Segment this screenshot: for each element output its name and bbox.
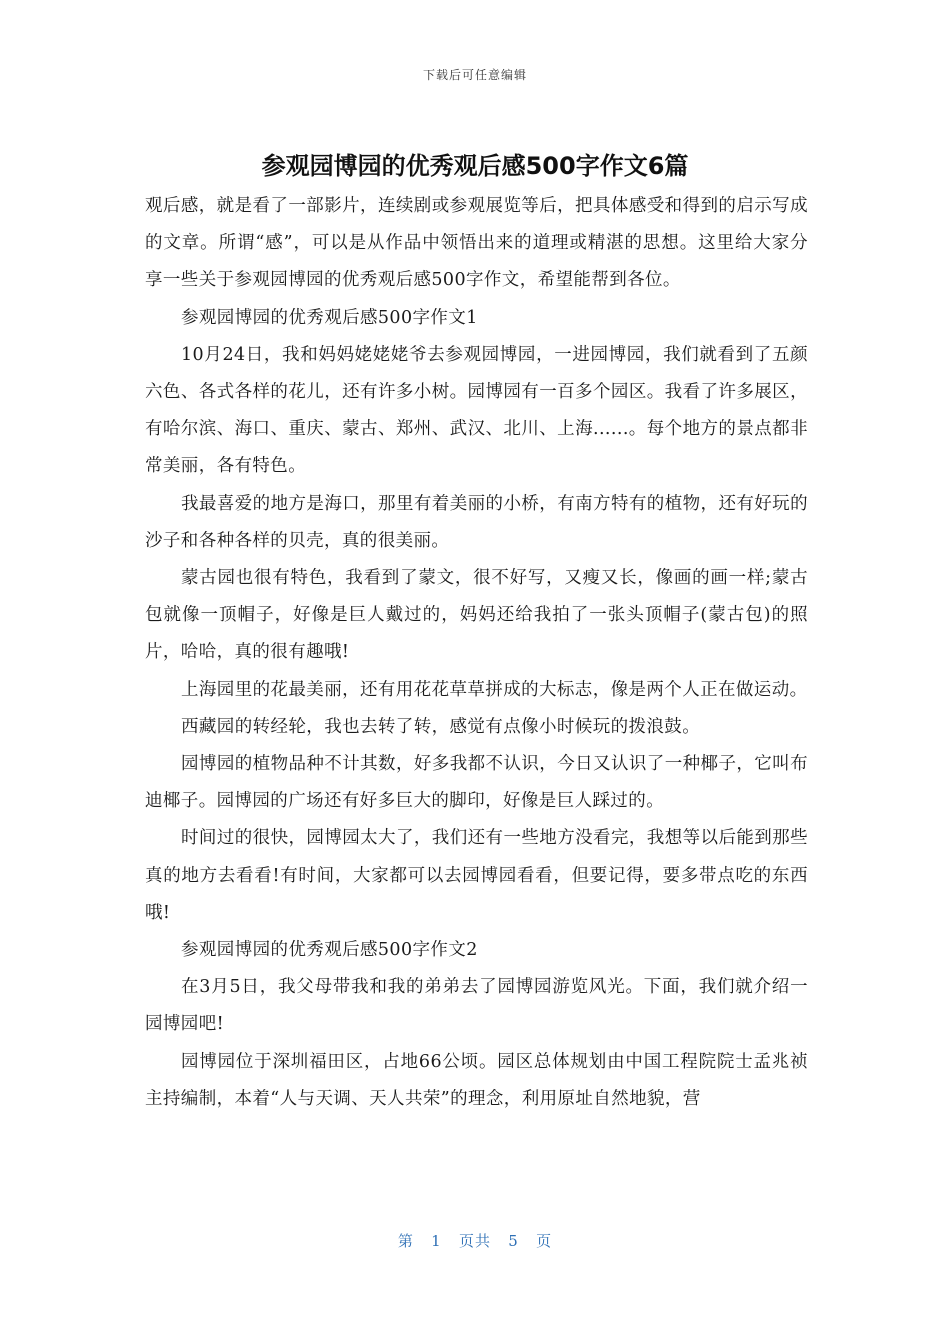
paragraph: 时间过的很快，园博园太大了，我们还有一些地方没看完，我想等以后能到那些真的地方去看看!有时间，大家都可以去园博园看看，但要记得，要多带点吃的东西哦! xyxy=(145,828,808,923)
paragraph: 我最喜爱的地方是海口，那里有着美丽的小桥，有南方特有的植物，还有好玩的沙子和各种各样的贝壳，真的很美丽。 xyxy=(145,493,808,551)
document-title: 参观园博园的优秀观后感500字作文6篇 xyxy=(261,152,689,180)
section-heading-2: 参观园博园的优秀观后感500字作文2 xyxy=(181,940,478,961)
paragraph: 蒙古园也很有特色，我看到了蒙文，很不好写，又瘦又长，像画的画一样;蒙古包就像一顶帽子，好像是巨人戴过的，妈妈还给我拍了一张头顶帽子(蒙古包)的照片，哈哈，真的很有趣哦! xyxy=(145,568,808,663)
section-heading-1: 参观园博园的优秀观后感500字作文1 xyxy=(181,307,478,328)
document-body xyxy=(145,188,808,1118)
paragraph: 西藏园的转经轮，我也去转了转，感觉有点像小时候玩的拨浪鼓。 xyxy=(181,716,701,737)
paragraph: 园博园的植物品种不计其数，好多我都不认识，今日又认识了一种椰子，它叫布迪椰子。园博园的广场还有好多巨大的脚印，好像是巨人踩过的。 xyxy=(145,754,808,812)
paragraph: 在3月5日，我父母带我和我的弟弟去了园博园游览风光。下面，我们就介绍一园博园吧! xyxy=(145,977,808,1035)
page-header: 下载后可任意编辑 xyxy=(422,68,527,82)
paragraph: 10月24日，我和妈妈姥姥姥爷去参观园博园，一进园博园，我们就看到了五颜六色、各式各样的花儿，还有许多小树。园博园有一百多个园区。我看了许多展区，有哈尔滨、海口、重庆、蒙古、郑州、武汉、北川、上海......。每个地方的景点都非常美丽，各有特色。 xyxy=(145,344,808,477)
paragraph: 上海园里的花最美丽，还有用花花草草拼成的大标志，像是两个人正在做运动。 xyxy=(181,679,808,700)
paragraph-intro: 观后感，就是看了一部影片，连续剧或参观展览等后，把具体感受和得到的启示写成的文章。所谓“感”，可以是从作品中领悟出来的道理或精湛的思想。这里给大家分享一些关于参观园博园的优秀观后感500字作文，希望能帮到各位。 xyxy=(145,196,808,291)
paragraph: 园博园位于深圳福田区，占地66公顷。园区总体规划由中国工程院院士孟兆祯主持编制，本着“人与天调、天人共荣”的理念，利用原址自然地貌，营 xyxy=(145,1051,808,1109)
page-number-footer: 第 1 页共 5 页 xyxy=(397,1232,553,1250)
